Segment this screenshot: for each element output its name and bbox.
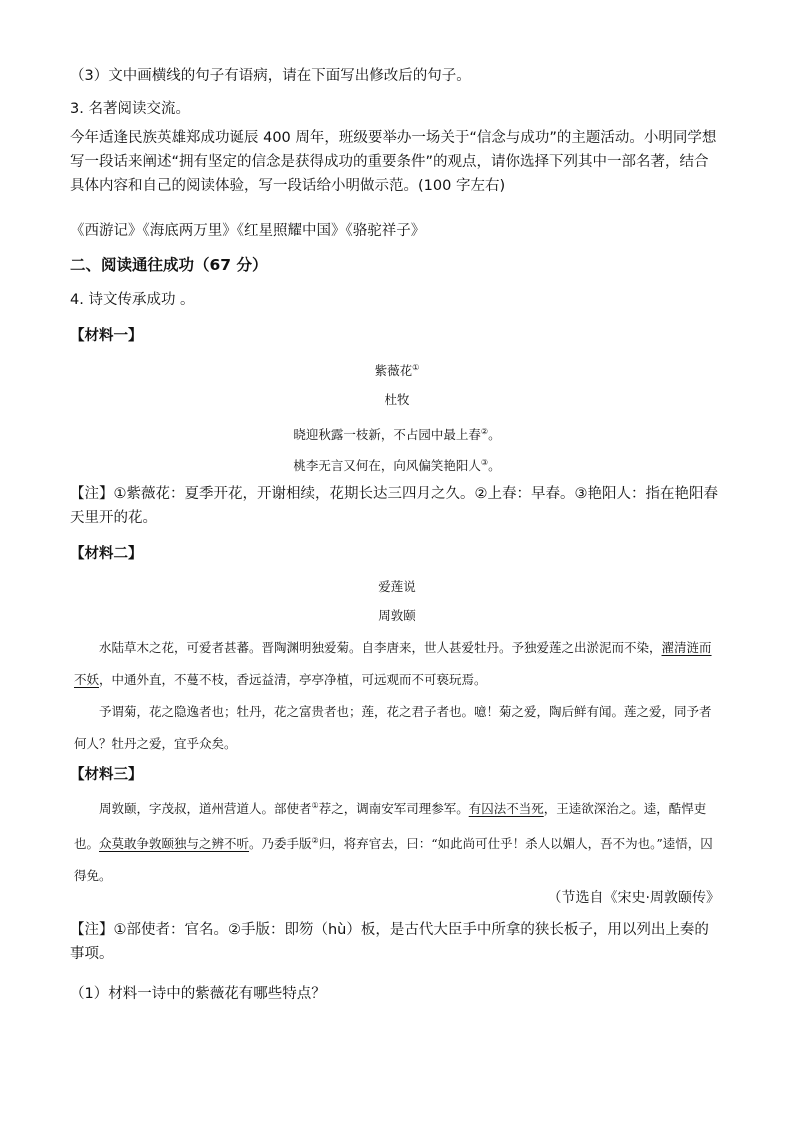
material-1-note: 【注】①紫薇花：夏季开花，开谢相续，花期长达三四月之久。②上春：早春。③艳阳人：指在艳阳春天里开的花。 bbox=[70, 486, 718, 526]
essay-title: 爱莲说 bbox=[378, 579, 416, 594]
material-2-label: 【材料二】 bbox=[70, 546, 143, 562]
poem-line-1: 晓迎秋露一枝新，不占园中最上春②。 bbox=[293, 427, 501, 443]
note-mark: ② bbox=[311, 836, 319, 846]
source-citation: （节选自《宋史·周敦颐传》 bbox=[547, 890, 720, 906]
underlined-phrase: 濯清涟而不妖 bbox=[74, 640, 712, 687]
essay-author: 周敦颐 bbox=[378, 608, 416, 623]
note-mark: ③ bbox=[480, 458, 489, 467]
question-3-body: 今年适逢民族英雄郑成功诞辰 400 周年，班级要举办一场关于“信念与成功”的主题活动。小明同学想写一段话来阐述“拥有坚定的信念是获得成功的重要条件”的观点，请你选择下列其中一部名著，结合具体内容和自己的阅读体验，写一段话给小明做示范。(100 字左右) bbox=[70, 130, 717, 194]
essay-paragraph-1: 水陆草木之花，可爱者甚蕃。晋陶渊明独爱菊。自李唐来，世人甚爱牡丹。予独爱莲之出淤泥而不染，濯清涟而不妖，中通外直，不蔓不枝，香远益清，亭亭净植，可远观而不可亵玩焉。 bbox=[74, 640, 712, 687]
poem-line-2: 桃李无言又何在，向风偏笑艳阳人③。 bbox=[293, 458, 501, 474]
essay-paragraph-2: 予谓菊，花之隐逸者也；牡丹，花之富贵者也；莲，花之君子者也。噫！菊之爱，陶后鲜有闻。莲之爱，同予者何人？牡丹之爱，宜乎众矣。 bbox=[74, 704, 712, 751]
book-list: 《西游记》《海底两万里》《红星照耀中国》《骆驼祥子》 bbox=[70, 223, 426, 239]
biography-text: 周敦颐，字茂叔，道州营道人。部使者①荐之，调南安军司理参军。有囚法不当死，王逵欲深治之。逵，酷悍吏也。众莫敢争敦颐独与之辨不听。乃委手版②归，将弃官去，曰：“如此尚可仕乎！杀人以媚人，吾不为也。”逵悟，囚得免。 bbox=[74, 801, 713, 884]
note-mark: ① bbox=[311, 801, 319, 810]
section-2-heading: 二、阅读通往成功（67 分） bbox=[70, 256, 268, 274]
question-4: 4. 诗文传承成功 。 bbox=[70, 292, 195, 308]
note-mark: ① bbox=[412, 363, 420, 372]
question-3-title: 3. 名著阅读交流。 bbox=[70, 101, 190, 117]
material-3-note: 【注】①部使者：官名。②手版：即笏（hù）板，是古代大臣手中所拿的狭长板子，用以列出上奏的事项。 bbox=[70, 922, 709, 962]
note-mark: ② bbox=[480, 427, 489, 436]
poem-author: 杜牧 bbox=[384, 392, 410, 407]
material-1-label: 【材料一】 bbox=[70, 328, 143, 344]
question-3-3: （3）文中画横线的句子有语病，请在下面写出修改后的句子。 bbox=[70, 68, 471, 84]
poem-title: 紫薇花① bbox=[374, 363, 420, 379]
underlined-sentence-2: 众莫敢争敦颐独与之辨不听 bbox=[99, 836, 250, 852]
material-3-label: 【材料三】 bbox=[70, 767, 143, 783]
question-4-1: （1）材料一诗中的紫薇花有哪些特点？ bbox=[70, 986, 326, 1002]
underlined-sentence-1: 有囚法不当死 bbox=[468, 801, 544, 817]
